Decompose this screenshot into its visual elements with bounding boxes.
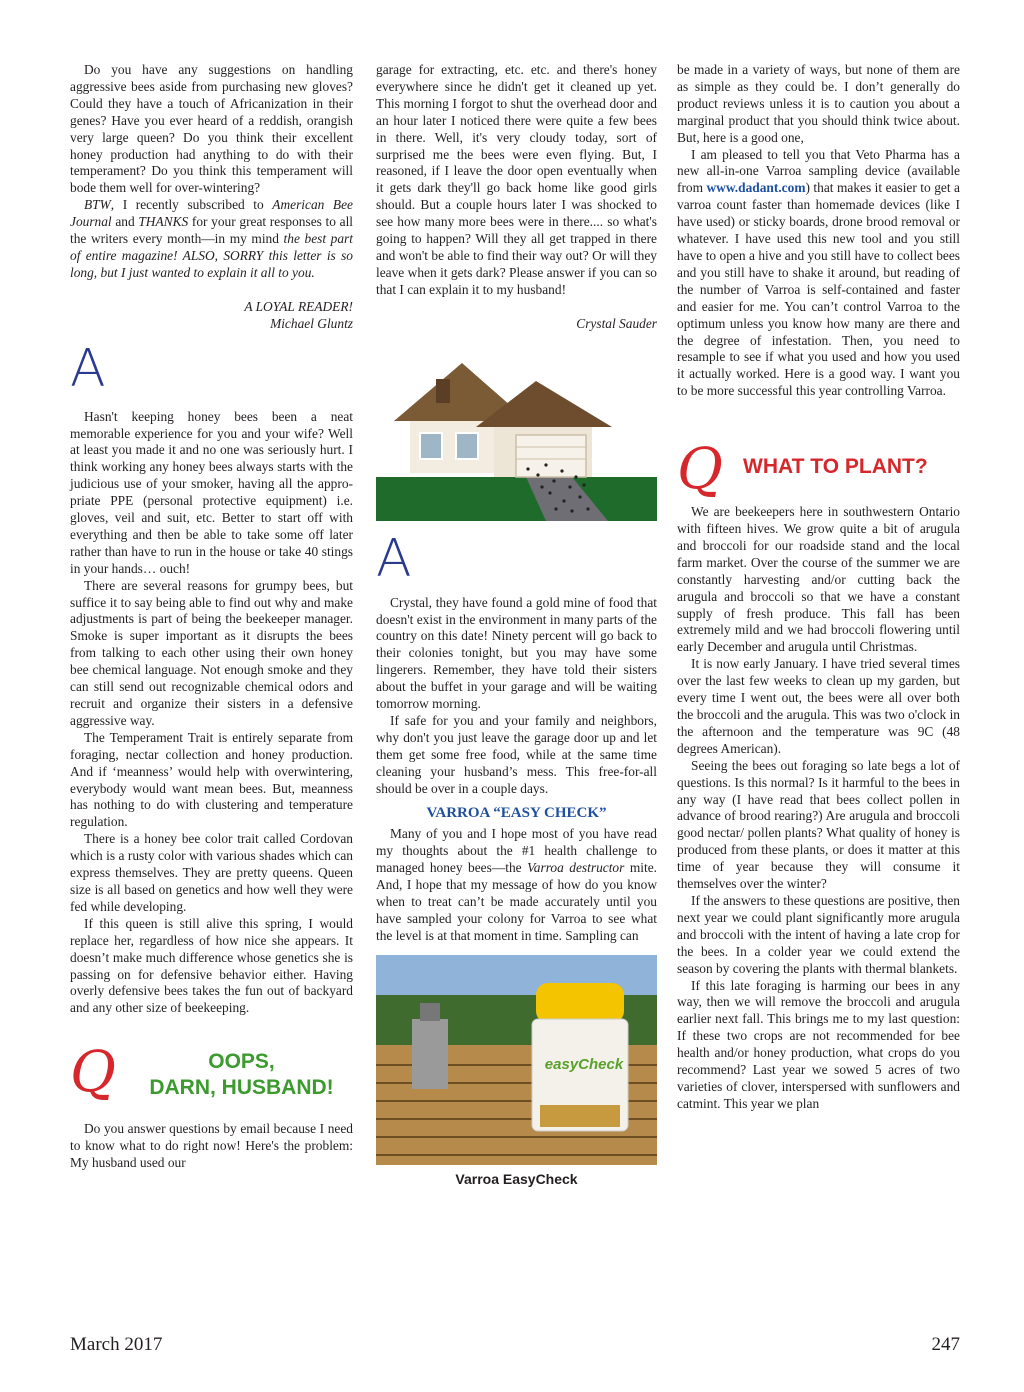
varroa-paragraph-continued: be made in a variety of ways, but none of them are as simple as they could be. I don’t generally do product reviews unless it is to caution you about a marginal product that you should think twice about. But, here is a good one, bbox=[677, 62, 960, 145]
question-paragraph: Do you answer questions by email because I need to know what to do right now! Here's the problem: My husband used our bbox=[70, 1121, 353, 1171]
dadant-link[interactable]: www.dadant.com bbox=[706, 180, 806, 196]
question-title: WHAT TO PLANT? bbox=[743, 455, 928, 479]
question-paragraph: If this late foraging is harming our bees in any way, then we will remove the broccoli and arugula earlier next fall. This brings me to my last question: If these two crops are not recommended for bee health and/or honey production, what crops do you recommend? Last year we sowed 5 acres of two varieties of clover, interspersed with sunflowers and catmint. This year we plan bbox=[677, 977, 960, 1111]
question-paragraph: It is now early January. I have tried several times over the last few weeks to clean up my garden, but every time I went out, the bees were all over both the broccoli and the arugula. This was two o'clock in the afternoon and the temperature was 9C (48 degrees American). bbox=[677, 656, 960, 756]
question-heading-oops bbox=[70, 1040, 353, 1121]
column-1 bbox=[70, 62, 353, 1172]
answer-paragraph: Crystal, they have found a gold mine of food that doesn't exist in the environment in many parts of the country on this date! Ninety percent will go back to their colonies tonight, but you may have some lingerers. Remember, they have told their sisters about the buffet in your garage and will be waiting tomorrow morning. bbox=[376, 594, 657, 712]
varroa-paragraph: Many of you and I hope most of you have read my thoughts about the #1 health challenge to managed honey bees—the Varroa destructor mite. And, I hope that my message of how do you know when to treat can’t be made accurately until you have sampled your colony for Varroa to see what the level is at that moment in time. Sampling can bbox=[376, 826, 657, 943]
letter-btw-paragraph: BTW, I recently subscribed to American Bee Journal and THANKS for your great responses to all the writers every month—in my mind the best part of entire magazine! ALSO, SORRY this letter is so long, but I just wanted to explain it all to you. bbox=[70, 197, 354, 280]
answer-paragraph: The Temperament Trait is entirely separate from foraging, nectar collection and honey production. And if ‘meanness’ would help with overwintering, everybody would want mean bees. But, meanness has nothing to do with clustering and temperature regulation. bbox=[70, 729, 353, 830]
answer-letter-icon: A bbox=[376, 528, 412, 589]
column-2 bbox=[376, 62, 657, 1188]
answer-paragraph: There is a honey bee color trait called Cordovan which is a rusty color with various shades which can express themselves. They are pretty queens. Queen size is all based on genetics and how well they were fed while developing. bbox=[70, 831, 353, 914]
question-letter-icon: Q bbox=[677, 437, 723, 503]
letter-paragraph: Do you have any suggestions on handling aggressive bees aside from purchasing new gloves? Could they have a touch of Africanization in their genes? Have you ever heard of a reddish, orangish very large queen? Do you think their excellent honey production had anything to do with their temperament? Do you think this temperament will bode them well for over-wintering? bbox=[70, 62, 353, 196]
column-3 bbox=[677, 62, 960, 1113]
question-letter-icon: Q bbox=[70, 1040, 116, 1106]
question-paragraph: If the answers to these questions are positive, then next year we could plant significantly more arugula and broccoli with the intent of having a late crop for the bees. In a colder year we could extend the season by covering the plants with thermal blankets. bbox=[677, 892, 960, 976]
answer-paragraph: If safe for you and your family and neighbors, why don't you just leave the garage door up and let them get some free food, while at the same time cleaning your husband’s mess. This free-for-all should be over in a couple days. bbox=[376, 712, 657, 796]
question-title-line2: DARN, HUSBAND! bbox=[149, 1076, 334, 1100]
varroa-easycheck-photo bbox=[376, 955, 657, 1165]
issue-date: March 2017 bbox=[70, 1334, 163, 1355]
signature-name: Michael Gluntz bbox=[270, 315, 353, 331]
question-paragraph: Seeing the bees out foraging so late begs a lot of questions. Is this normal? Is it harmful to the bees in any way (I have read that bees collect pollen in advance of brood rearing?) Are arugula and broccoli good nectar/ pollen plants? What quality of honey is produced from these plants, or does it matter at this time of year because they will consume it themselves over the winter? bbox=[677, 757, 960, 892]
product-label: easyCheck bbox=[544, 1055, 624, 1073]
veto-pharma-paragraph: I am pleased to tell you that Veto Pharma has a new all-in-one Varroa sampling device (available from www.dadant.com) that makes it easier to get a varroa count faster than homemade devices (like I have used) or sticky boards, drone brood removal or whatever. I have used this new tool and you still have to open a hive and you still have to collect bees and you still have to shake it around, but reading of the number of Varroa is self-contained and faster and easier for me. You can’t control Varroa to the optimum unless you know how many are there and the degree of infestation. Then, you need to resample to see if what you used and how you used it actually worked. Here is a good way. I want you to be more successful this year controlling Varroa. bbox=[677, 146, 960, 399]
question-title-line1: OOPS, bbox=[208, 1050, 275, 1074]
varroa-section-heading: VARROA “EASY CHECK” bbox=[426, 805, 607, 822]
signature-reader: A LOYAL READER! bbox=[244, 298, 353, 314]
question-paragraph: We are beekeepers here in southwestern Ontario with fifteen hives. We grow quite a bit of arugula and broccoli for our roadside stand and the local farm market. Over the course of the summer we are constantly harvesting and/or cutting back the arugula and broccoli so that we have a constant supply of fresh produce. This fall has been extremely mild and we had broccoli flowering until early December and arugula until Christmas. bbox=[677, 504, 960, 655]
house-bees-illustration bbox=[376, 351, 657, 521]
photo-caption: Varroa EasyCheck bbox=[455, 1170, 578, 1187]
question-paragraph-continued: garage for extracting, etc. etc. and there's honey everywhere since he didn't get it cleaned up yet. This morning I forgot to shut the overhead door and an hour later I noticed there were quite a few bees in there. Well, it's very cloudy today, sort of surprised me the bees were even flying. But, I reasoned, if I leave the door open eventually when it gets dark they'll go back home like good girls should. But a couple hours later I was shocked to see how many more bees were in there.... so what's going to happen? Will they all get trapped in there and won't be able to find their way out? Or will they leave when it gets dark? Please answer if you can so that I can explain it to my husband! bbox=[376, 62, 657, 297]
answer-paragraph: If this queen is still alive this spring, I would replace her, regardless of how nice she appears. It doesn’t make much difference whose genetics she is passing on for defensive behavior either. Having overly defensive bees takes the fun out of backyard and any other size of beekeeping. bbox=[70, 915, 353, 1016]
answer-paragraph: There are several reasons for grumpy bees, but suffice it to say being able to find out why and make adjustments is part of being the beekeeper manager. Smoke is super important as it disrupts the bees from talking to each other using their own honey bee chemical language. Not enough smoke and they can still send out recognizable chemical odors and recruit and organize their sisters in a defensive aggressive way. bbox=[70, 577, 353, 728]
question-heading-plant bbox=[677, 437, 960, 504]
signature-crystal: Crystal Sauder bbox=[576, 315, 657, 331]
page-number: 247 bbox=[931, 1334, 960, 1355]
answer-paragraph: Hasn't keeping honey bees been a neat memorable experience for you and your wife? Well at least you made it and no one was seriously hurt. I think working any honey bees always starts with the judicious use of your smoker, having all the appropriate PPE (personal protective equipment) i.e. gloves, veil and suit, etc. Better to start off with everything and then be able to take some off later rather than have to run in the house or take 40 stings in your hands… ouch! bbox=[70, 408, 353, 576]
answer-letter-icon: A bbox=[70, 338, 106, 399]
